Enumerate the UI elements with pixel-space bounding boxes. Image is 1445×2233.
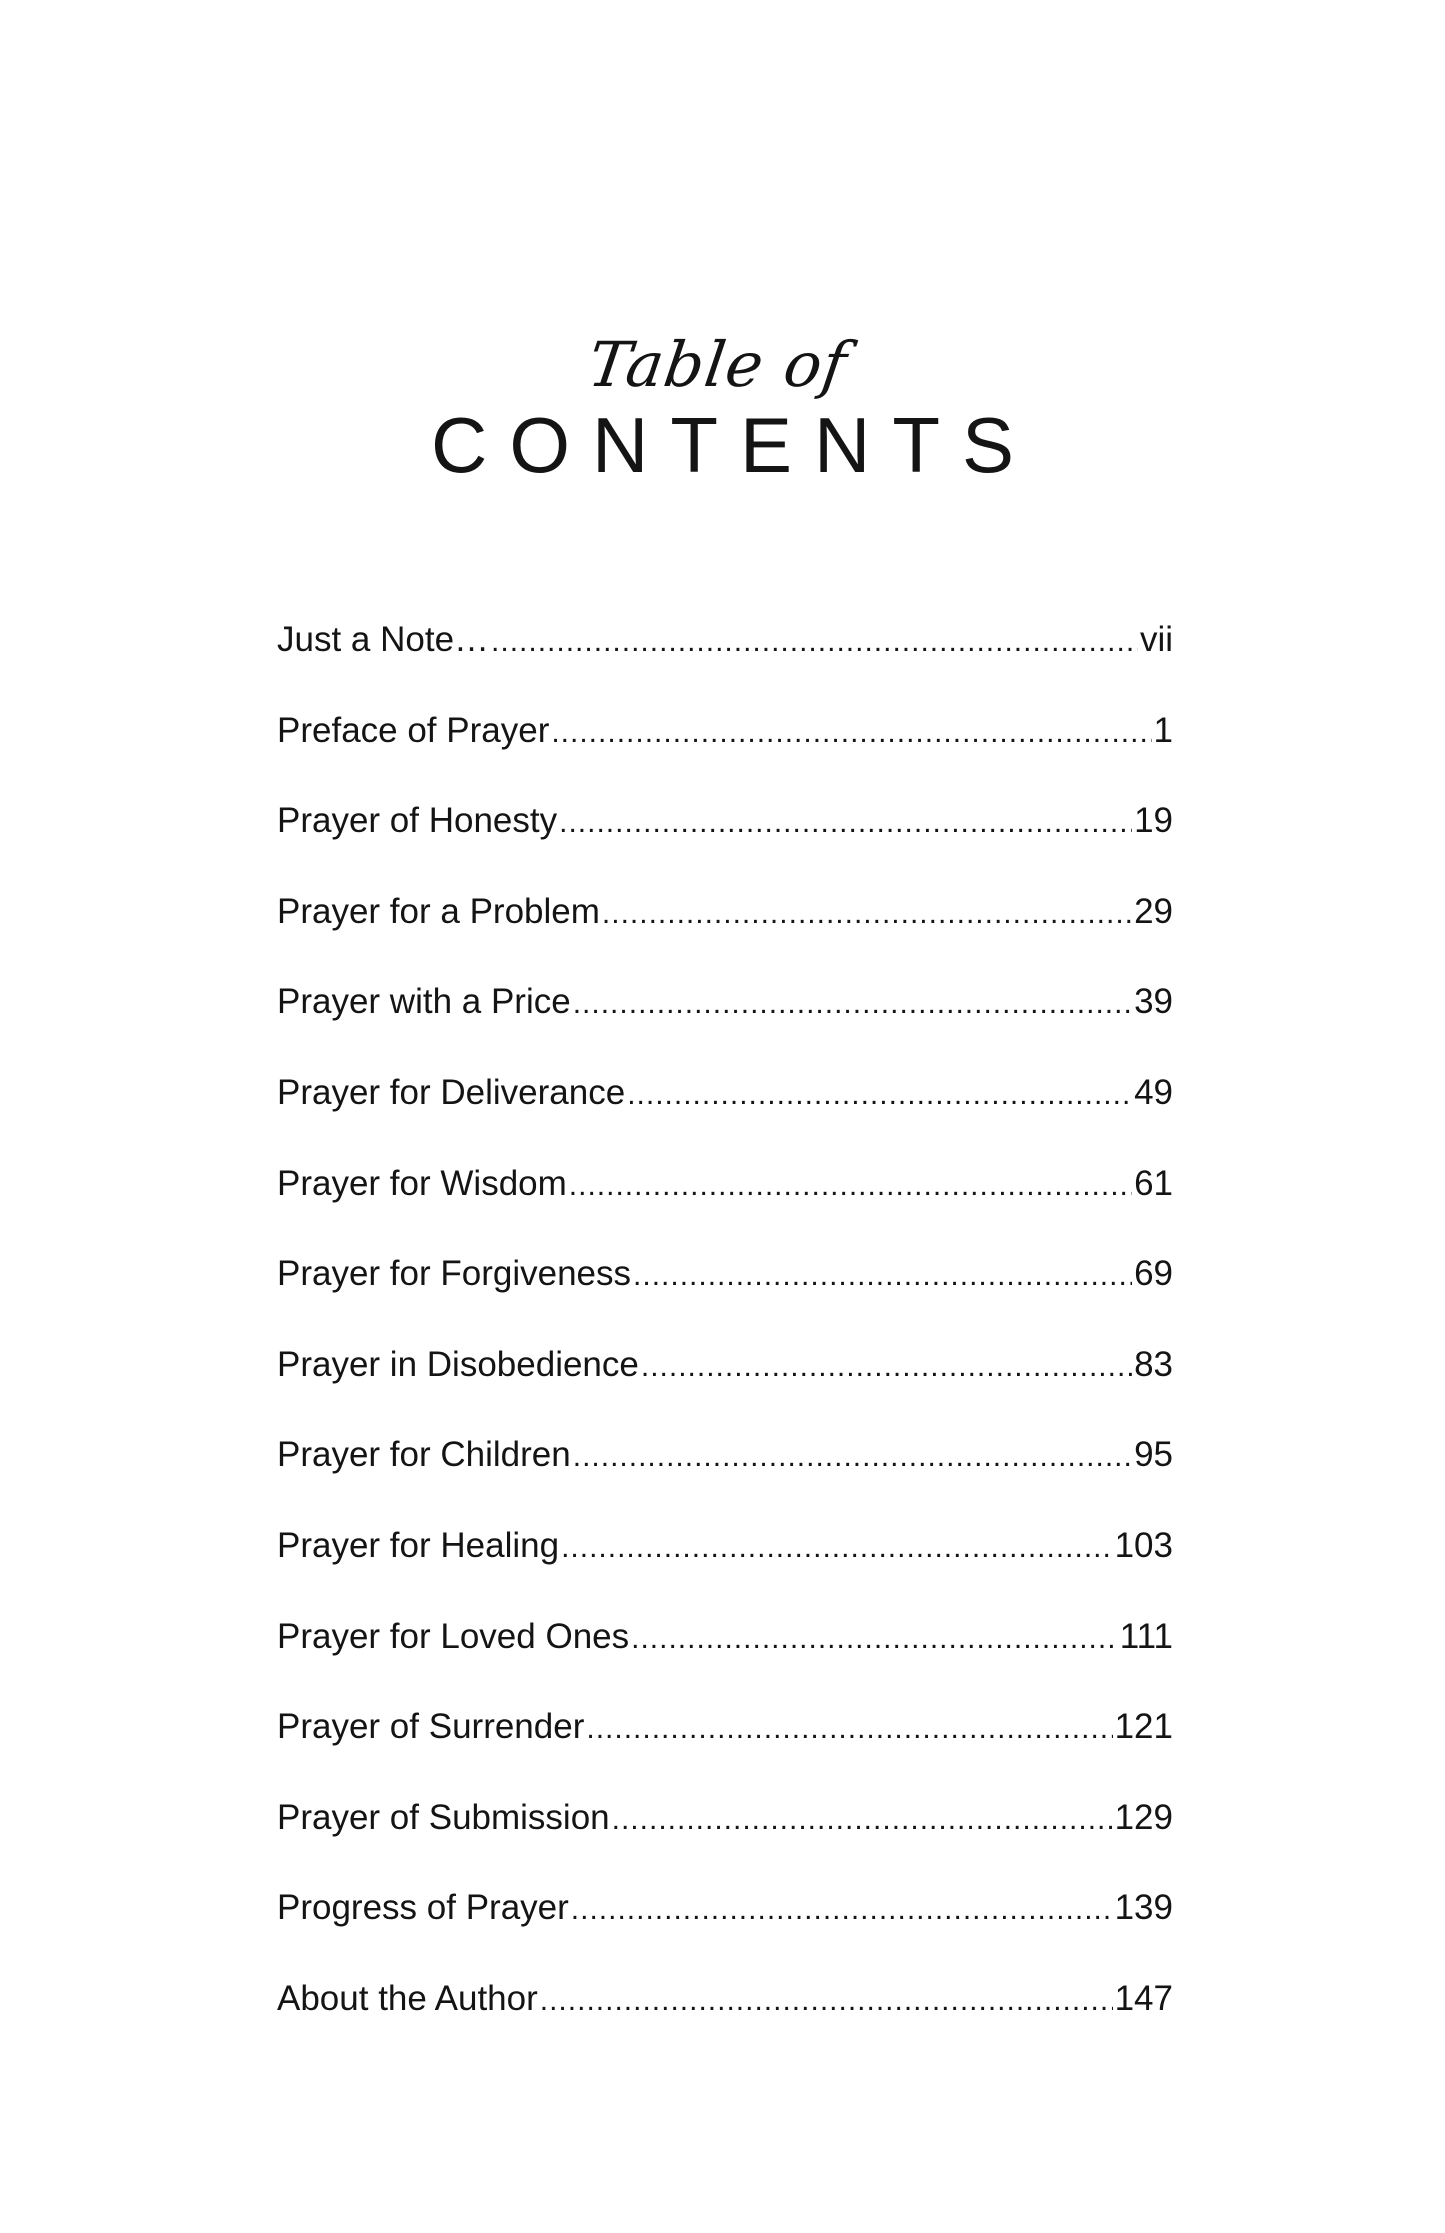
toc-entry[interactable] xyxy=(277,1888,1173,1979)
toc-entry[interactable] xyxy=(277,1526,1173,1617)
toc-entry-page: 39 xyxy=(1134,982,1173,1022)
dot-leader xyxy=(573,987,1132,1021)
toc-entry-page: 121 xyxy=(1114,1707,1173,1747)
dot-leader xyxy=(641,1350,1132,1384)
toc-entry-title: Prayer for Wisdom xyxy=(277,1163,567,1203)
dot-leader xyxy=(561,1531,1113,1565)
toc-entry-page: 111 xyxy=(1119,1616,1173,1656)
toc-entry-title: Prayer in Disobedience xyxy=(277,1344,639,1384)
dot-leader xyxy=(631,1622,1118,1656)
toc-entry[interactable] xyxy=(277,1164,1173,1255)
dot-leader xyxy=(633,1259,1132,1293)
toc-entry-title: Preface of Prayer xyxy=(277,710,550,750)
script-title: Table of xyxy=(583,328,852,401)
toc-entry-page: 129 xyxy=(1114,1797,1173,1837)
toc-entry-title: Prayer for Forgiveness xyxy=(277,1254,632,1294)
dot-leader xyxy=(571,1893,1113,1927)
dot-leader xyxy=(612,1803,1113,1837)
dot-leader xyxy=(602,897,1132,931)
toc-entry-page: vii xyxy=(1139,620,1173,659)
toc-entry-page: 95 xyxy=(1134,1435,1173,1475)
toc-entry-page: 49 xyxy=(1134,1072,1173,1112)
toc-entry[interactable] xyxy=(277,982,1173,1073)
dot-leader xyxy=(551,716,1151,750)
toc-entry[interactable] xyxy=(277,1345,1173,1436)
toc-entry-page: 29 xyxy=(1134,891,1173,931)
dot-leader xyxy=(627,1078,1132,1112)
toc-entry[interactable] xyxy=(277,1435,1173,1526)
toc-entry-page: 69 xyxy=(1134,1254,1173,1294)
toc-entry-title: Prayer for Deliverance xyxy=(277,1072,626,1112)
title-block xyxy=(0,330,1445,490)
dot-leader xyxy=(586,1712,1112,1746)
toc-entry[interactable] xyxy=(277,1073,1173,1164)
toc-entry[interactable] xyxy=(277,1979,1173,2070)
dot-leader xyxy=(491,625,1138,659)
toc-entry[interactable] xyxy=(277,620,1173,711)
toc-entry-page: 61 xyxy=(1134,1163,1173,1203)
toc-entry-title: Prayer for Children xyxy=(277,1435,571,1475)
dot-leader xyxy=(540,1984,1113,2018)
toc-entry-title: Prayer of Honesty xyxy=(277,801,558,841)
dot-leader xyxy=(559,806,1132,840)
toc-entry-page: 83 xyxy=(1134,1344,1173,1384)
toc-entry-page: 103 xyxy=(1114,1525,1173,1565)
toc-entry[interactable] xyxy=(277,711,1173,802)
toc-entry-title: Prayer of Submission xyxy=(277,1797,610,1837)
page-title: CONTENTS xyxy=(431,401,1036,489)
toc-entry-title: Prayer for a Problem xyxy=(277,891,600,931)
toc-entry[interactable] xyxy=(277,1254,1173,1345)
toc-entry[interactable] xyxy=(277,892,1173,983)
toc-entry-title: Prayer for Healing xyxy=(277,1525,560,1565)
toc-entry-page: 139 xyxy=(1114,1888,1173,1928)
dot-leader xyxy=(569,1169,1132,1203)
dot-leader xyxy=(573,1440,1132,1474)
toc-entry-title: About the Author xyxy=(277,1978,538,2018)
toc-entry[interactable] xyxy=(277,1798,1173,1889)
toc-entry-title: Prayer with a Price xyxy=(277,982,571,1022)
table-of-contents xyxy=(277,620,1173,2070)
toc-entry-title: Prayer for Loved Ones xyxy=(277,1616,630,1656)
toc-entry-title: Just a Note… xyxy=(277,620,490,659)
toc-entry-title: Prayer of Surrender xyxy=(277,1707,585,1747)
toc-entry-page: 1 xyxy=(1153,710,1173,750)
toc-entry-page: 147 xyxy=(1114,1978,1173,2018)
toc-entry[interactable] xyxy=(277,1707,1173,1798)
toc-entry-page: 19 xyxy=(1134,801,1173,841)
toc-entry[interactable] xyxy=(277,1617,1173,1708)
toc-entry-title: Progress of Prayer xyxy=(277,1888,569,1928)
toc-entry[interactable] xyxy=(277,801,1173,892)
